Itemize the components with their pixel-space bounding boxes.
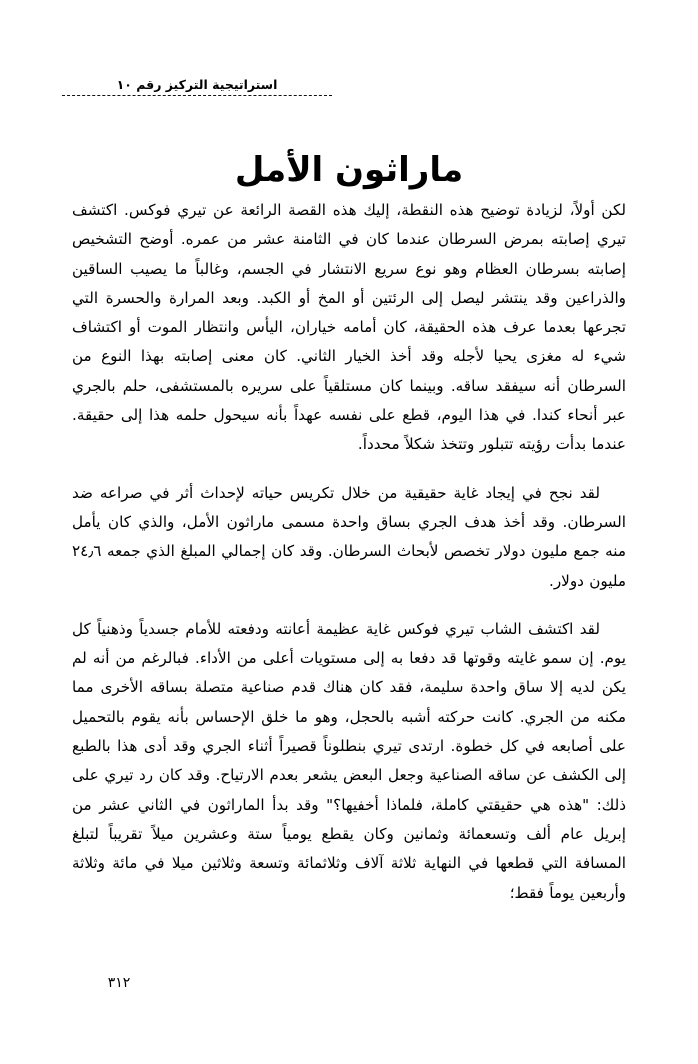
page-title: ماراثون الأمل xyxy=(234,149,464,190)
running-header-inner xyxy=(62,78,332,96)
running-header xyxy=(62,74,636,104)
page-number-value: ٣١٢ xyxy=(107,975,131,991)
running-header-title: استراتيجية التركيز رقم ١٠ xyxy=(116,77,278,92)
header-divider-rule xyxy=(62,95,332,96)
page-number xyxy=(0,975,698,991)
paragraph-2: لقد نجح في إيجاد غاية حقيقية من خلال تكريس حياته لإحداث أثر في صراعه ضد السرطان. وقد أخذ هدف الجري بساق واحدة مسمى ماراثون الأمل، والذي كان يأمل منه جمع مليون دولار تخصص لأبحاث السرطان. وقد كان إجمالي المبلغ الذي جمعه ٢٤٫٦ مليون دولار. xyxy=(72,483,626,590)
paragraph-1: لكن أولاً، لزيادة توضيح هذه النقطة، إليك هذه القصة الرائعة عن تيري فوكس. اكتشف تيري إصابته بمرض السرطان عندما كان في الثامنة عشر من عمره. أوضح التشخيص إصابته بسرطان العظام وهو نوع سريع الانتشار في الجسم، وغالباً ما يصيب الساقين والذراعين وقد ينتشر ليصل إلى الرئتين أو المخ أو الكبد. وبعد المرارة والحسرة التي تجرعها بعدما عرف هذه الحقيقة، كان أمامه خياران، اليأس وانتظار الموت أو اكتشاف شيء له مغزى يحيا لأجله وقد أخذ الخيار الثاني. كان معنى إصابته بهذا النوع من السرطان أنه سيفقد ساقه. وبينما كان مستلقياً على سريره بالمستشفى، حلم بالجري عبر أنحاء كندا. في هذا اليوم، قطع على نفسه عهداً بأنه سيحول حلمه هذا إلى حقيقة. عندما بدأت رؤيته تتبلور وتتخذ شكلاً محدداً. xyxy=(72,201,626,454)
paragraph-3: لقد اكتشف الشاب تيري فوكس غاية عظيمة أعانته ودفعته للأمام جسدياً وذهنياً كل يوم. إن سمو غايته وقوتها قد دفعا به إلى مستويات أعلى من الأداء. فبالرغم من أنه لم يكن لديه إلا ساق واحدة سليمة، فقد كان هناك قدم صناعية متصلة بساقه الأخرى مما مكنه من الجري. كانت حركته أشبه بالحجل، وهو ما خلق الإحساس بأنه يقوم بالتحميل على أصابعه في كل خطوة. ارتدى تيري بنطلوناً قصيراً أثناء الجري وقد أدى هذا بالطبع إلى الكشف عن ساقه الصناعية وجعل البعض يشعر بعدم الارتياح. وقد كان رد تيري على ذلك: "هذه هي حقيقتي كاملة، فلماذا أخفيها؟" وقد بدأ الماراثون في الثاني عشر من إبريل عام ألف وتسعمائة وثمانين وكان يقطع يومياً ستة وعشرين ميلاً تقريباً لتبلغ المسافة التي قطعها في النهاية ثلاثة آلاف وثلاثمائة وتسعة وثلاثين ميلا في مائة وثلاثة وأربعين يوماً فقط؛ xyxy=(72,619,626,902)
body-text-area xyxy=(72,196,626,908)
